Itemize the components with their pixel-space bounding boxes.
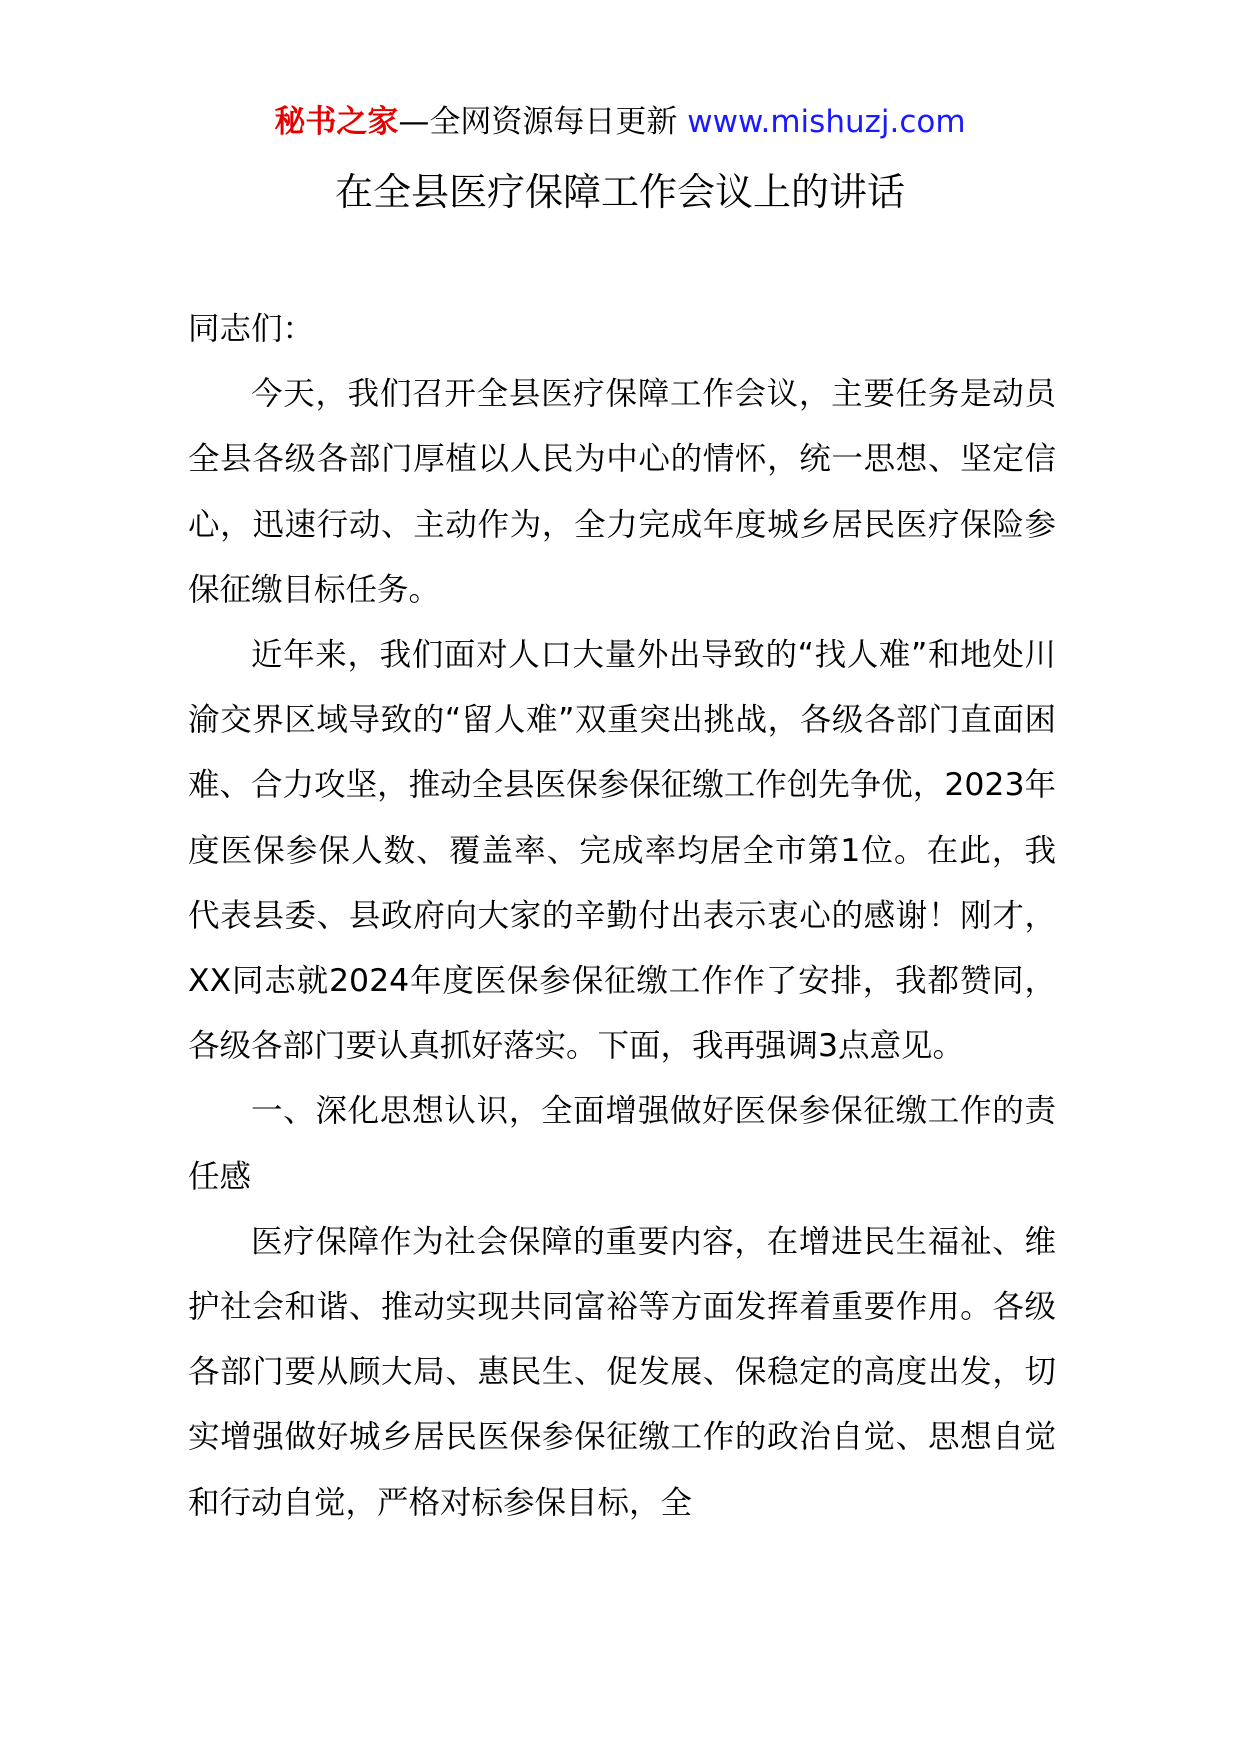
document-body: [188, 297, 1056, 1536]
section-heading: 一、深化思想认识，全面增强做好医保参保征缴工作的责任感: [188, 1093, 1056, 1195]
brand-name: 秘书之家: [274, 104, 399, 140]
paragraph-review: 近年来，我们面对人口大量外出导致的“找人难”和地处川渝交界区域导致的“留人难”双重突出挑战，各级各部门直面困难、合力攻坚，推动全县医保参保征缴工作创先争优，2023年度医保参保人数、覆盖率、完成率均居全市第1位。在此，我代表县委、县政府向大家的辛勤付出表示衷心的感谢！刚才，XX同志就2024年度医保参保征缴工作作了安排，我都赞同，各级各部门要认真抓好落实。下面，我再强调3点意见。: [188, 637, 1056, 1065]
paragraph-intro: 今天，我们召开全县医疗保障工作会议，主要任务是动员全县各级各部门厚植以人民为中心的情怀，统一思想、坚定信心，迅速行动、主动作为，全力完成年度城乡居民医疗保险参保征缴目标任务。: [188, 376, 1056, 608]
site-url[interactable]: www.mishuzj.com: [687, 104, 966, 140]
document-title: 在全县医疗保障工作会议上的讲话: [334, 170, 905, 214]
section-paragraph: 医疗保障作为社会保障的重要内容，在增进民生福祉、维护社会和谐、推动实现共同富裕等方面发挥着重要作用。各级各部门要从顾大局、惠民生、促发展、保稳定的高度出发，切实增强做好城乡居民医保参保征缴工作的政治自觉、思想自觉和行动自觉，严格对标参保目标，全: [188, 1223, 1056, 1521]
salutation: 同志们：: [188, 311, 315, 347]
site-header: [0, 100, 1240, 144]
header-slogan: —全网资源每日更新: [398, 104, 678, 140]
